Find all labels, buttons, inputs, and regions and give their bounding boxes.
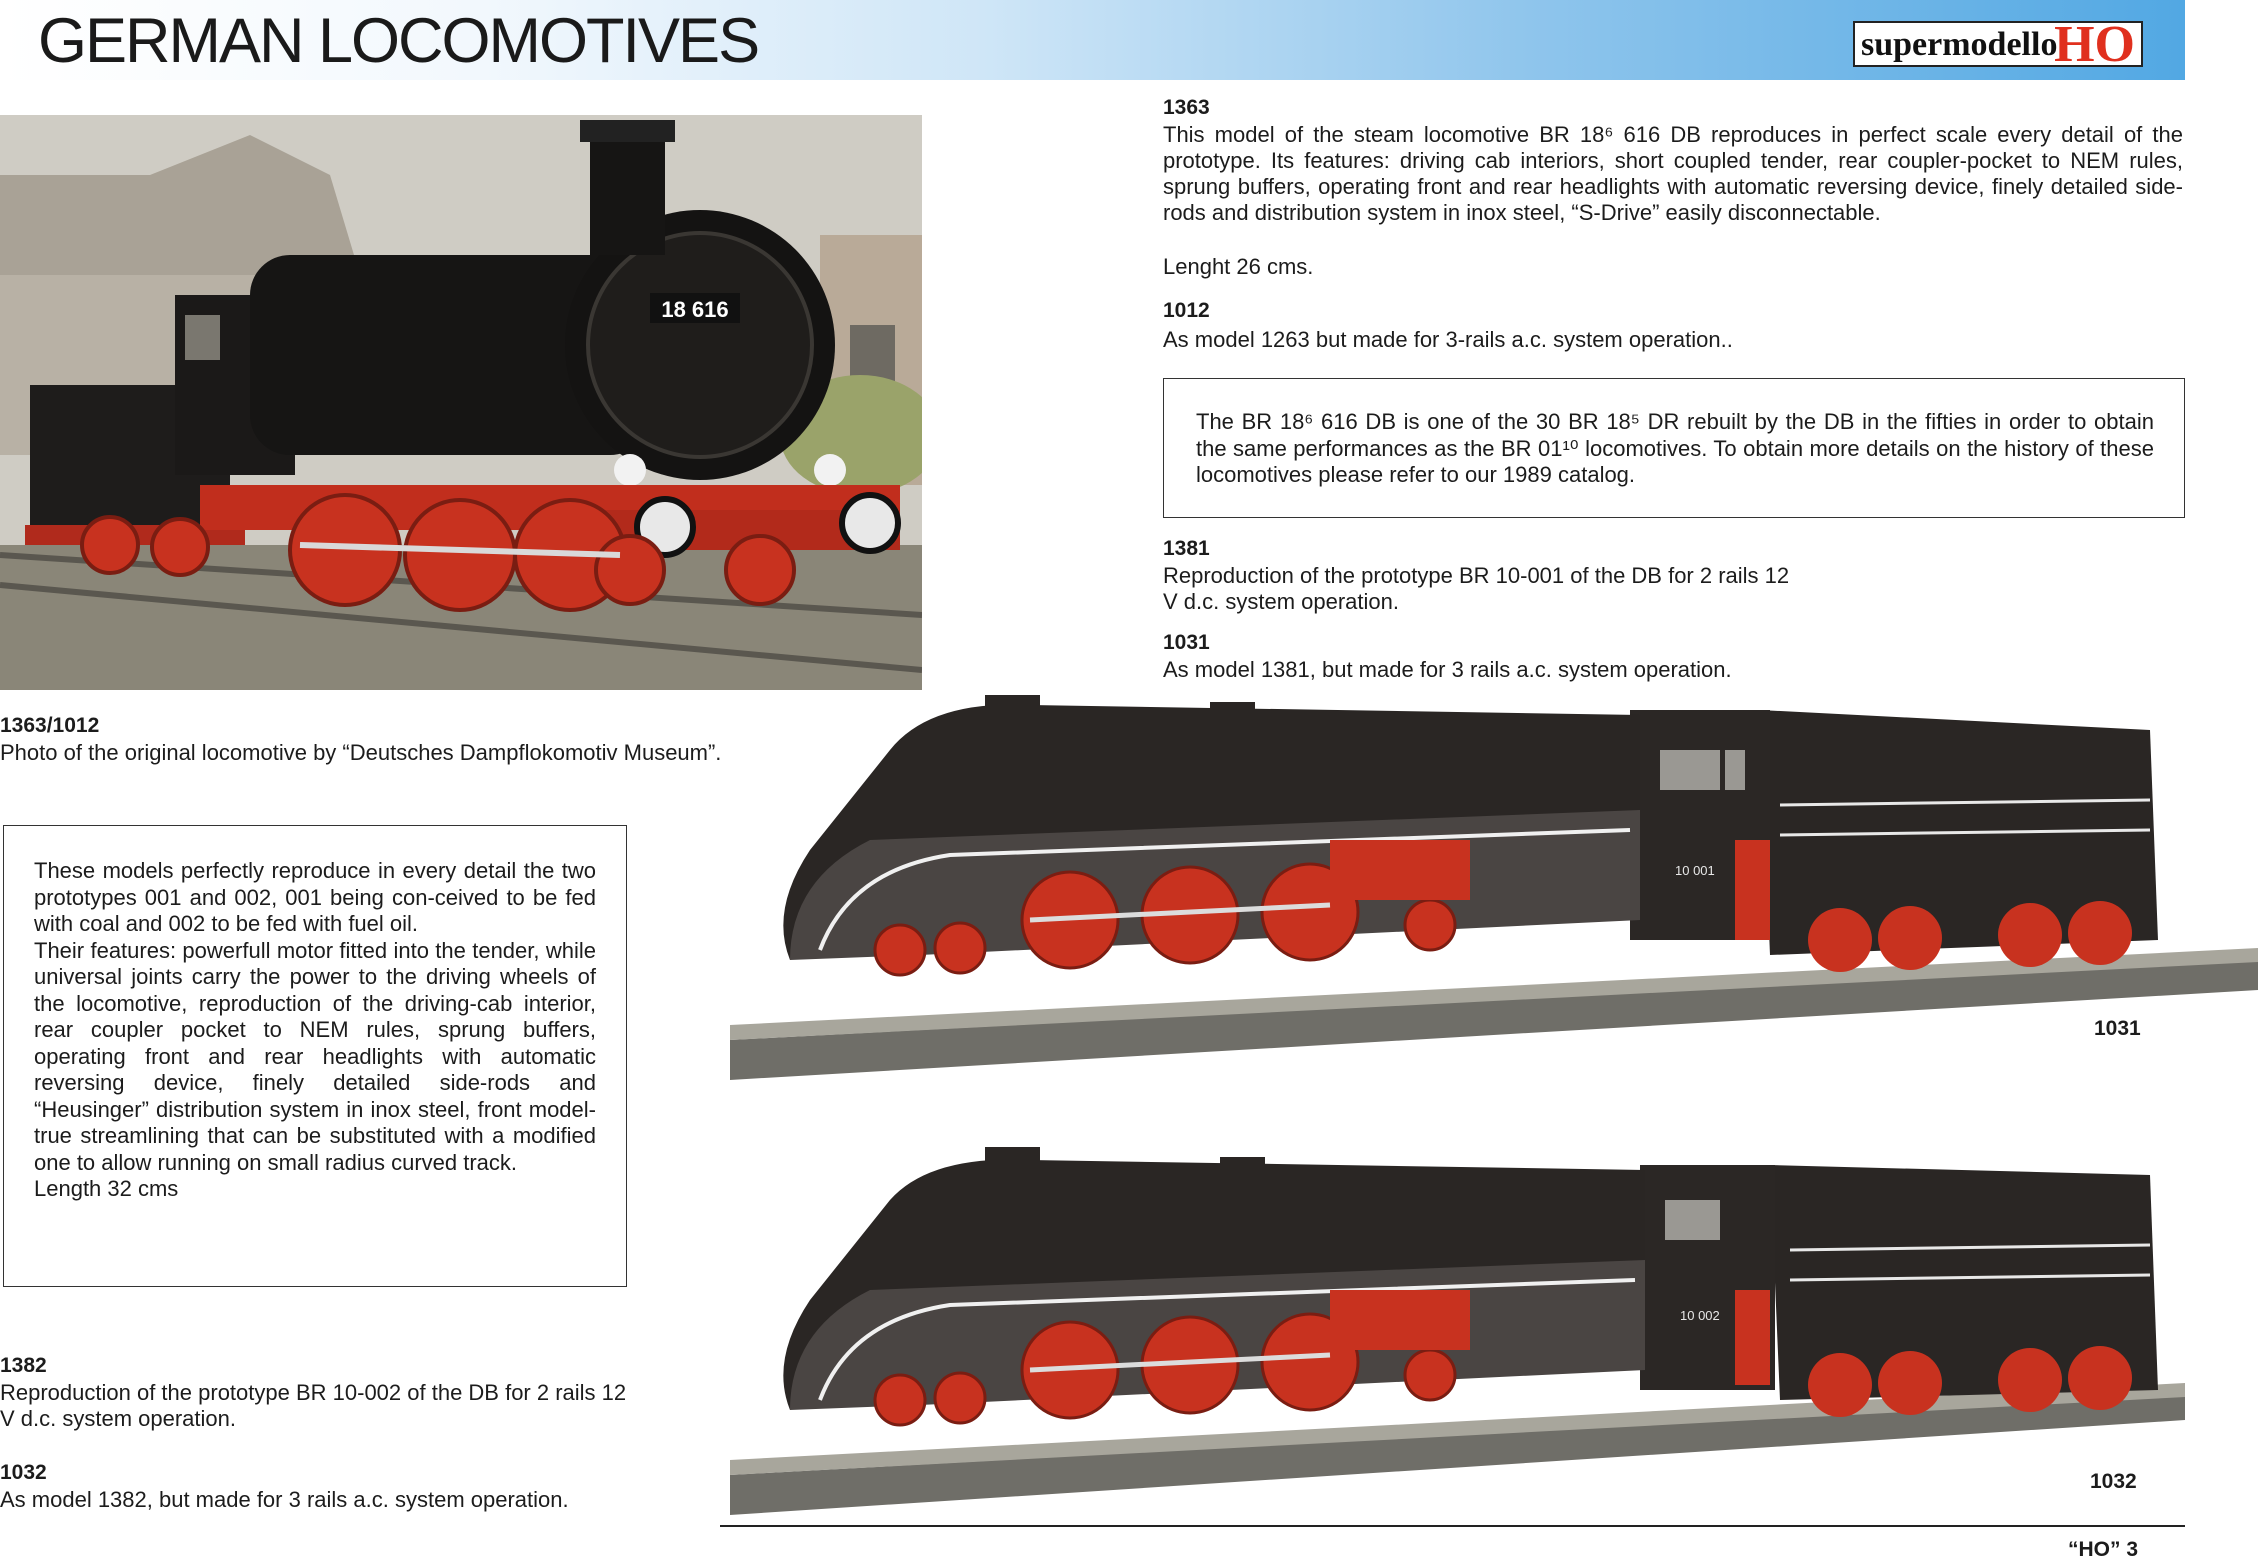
footer-rule <box>720 1525 2185 1527</box>
item-1382-text: Reproduction of the prototype BR 10-002 of the DB for 2 rails 12 V d.c. system operation. <box>0 1380 627 1431</box>
photo-caption-text: Photo of the original locomotive by “Deutsches Dampflokomotiv Museum”. <box>0 740 722 765</box>
model-1032-side-number: 10 002 <box>1680 1308 1720 1323</box>
brand-ho-mark: HO <box>2054 16 2135 73</box>
brand-name: supermodello <box>1861 26 2058 63</box>
item-1381-text: Reproduction of the prototype BR 10-001 of the DB for 2 rails 12 V d.c. system operation. <box>1163 563 1790 614</box>
item-1031-text: As model 1381, but made for 3 rails a.c. system operation. <box>1163 657 1732 682</box>
model-1031-illustration <box>730 690 2258 1090</box>
model-1032-label: 1032 <box>2090 1470 2137 1493</box>
item-1012-text: As model 1263 but made for 3-rails a.c. system operation.. <box>1163 327 1733 352</box>
header-banner <box>0 0 2185 80</box>
prototype-photo <box>0 115 922 690</box>
model-1032-illustration <box>730 1145 2185 1525</box>
photo-caption-number: 1363/1012 <box>0 714 100 737</box>
history-info-text: The BR 18⁶ 616 DB is one of the 30 BR 18⁵ DR rebuilt by the DB in the fifties in order to obtain the same performances as the BR 01¹⁰ locomotives. To obtain more details on the history of these locomotives please refer to our 1989 catalog. <box>1196 409 2154 487</box>
item-1032-number: 1032 <box>0 1461 47 1484</box>
page-number: “HO” 3 <box>2068 1538 2139 1561</box>
item-1031-number: 1031 <box>1163 631 1210 654</box>
features-paragraph-2: Their features: powerfull motor fitted into the tender, while universal joints carry the power to the driving wheels of the locomotive, reproduction of the driving-cab interior, rear coupler pocket to NEM rules, sprung buffers, operating front and rear headlights with automatic reversing device, finely detailed side-rods and “Heusinger” distribution system in inox steel, front model-true streamlining that can be substituted with a modified one to allow running on small radius curved track. <box>34 937 596 1175</box>
model-1031-label: 1031 <box>2094 1017 2141 1040</box>
features-paragraph-1: These models perfectly reproduce in every detail the two prototypes 001 and 002, 001 being con-ceived to be fed with coal and 002 to be fed with fuel oil. <box>34 858 596 936</box>
steam-locomotive-illustration <box>0 115 922 690</box>
item-1012-number: 1012 <box>1163 299 1210 322</box>
item-1363-number: 1363 <box>1163 96 1210 119</box>
item-1363-length: Lenght 26 cms. <box>1163 254 1314 279</box>
item-1382-number: 1382 <box>0 1354 47 1377</box>
features-length: Length 32 cms <box>34 1176 179 1201</box>
page-title: GERMAN LOCOMOTIVES <box>38 6 759 76</box>
features-box <box>3 825 627 1287</box>
history-info-box <box>1163 378 2185 518</box>
locomotive-number-plate: 18 616 <box>661 297 729 322</box>
model-1031-side-number: 10 001 <box>1675 863 1715 878</box>
brand-logo <box>1853 16 2143 73</box>
item-1363-text: This model of the steam locomotive BR 18⁶ 616 DB reproduces in perfect scale every detail of the prototype. Its features: driving cab interiors, short coupled tender, rear coupler-pocket to NEM rules, sprung buffers, operating front and rear headlights with automatic reversing device, finely detailed side-rods and distribution system in inox steel, “S-Drive” easily disconnectable. <box>1163 122 2183 225</box>
item-1381-number: 1381 <box>1163 537 1210 560</box>
item-1032-text: As model 1382, but made for 3 rails a.c. system operation. <box>0 1487 569 1512</box>
